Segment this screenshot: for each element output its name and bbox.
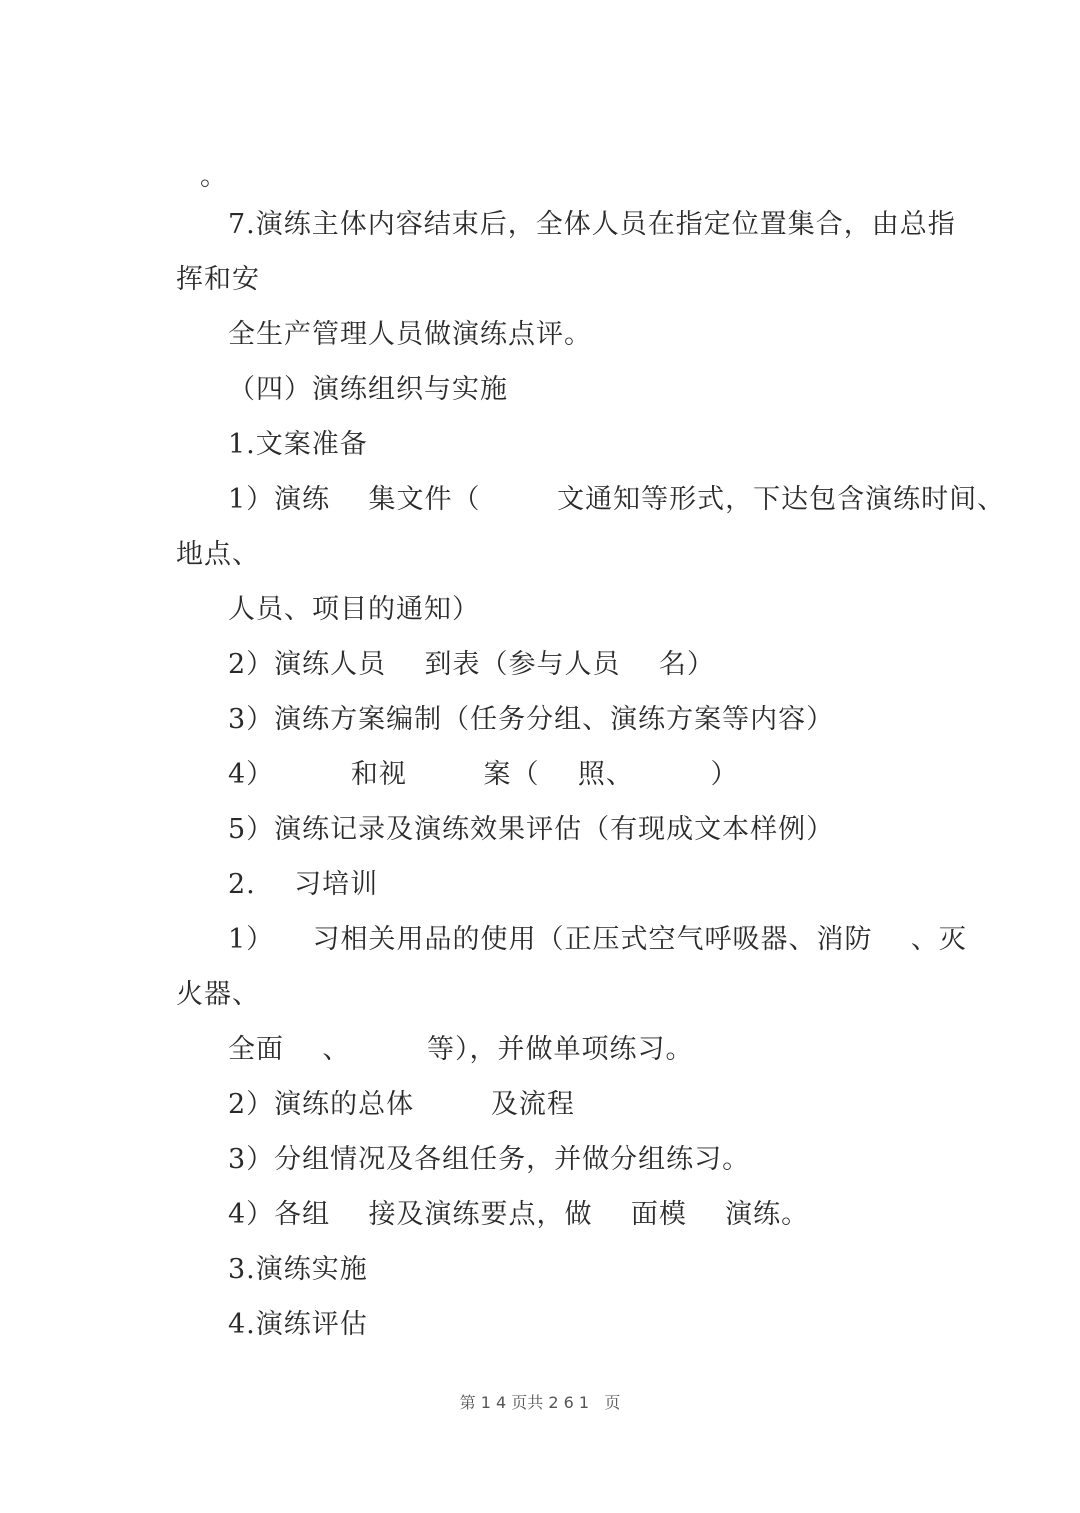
- text-line: 7.演练主体内容结束后，全体人员在指定位置集合，由总指: [228, 209, 956, 240]
- text-line: 2）演练的总体 及流程: [228, 1089, 575, 1120]
- text-line: 全面 、 等），并做单项练习。: [228, 1034, 694, 1065]
- text-line: 2. 习培训: [228, 869, 379, 900]
- text-line: 。: [200, 161, 228, 192]
- text-line: 1）演练 集文件（ 文通知等形式，下达包含演练时间、: [228, 484, 1006, 515]
- text-line: 5）演练记录及演练效果评估（有现成文本样例）: [228, 814, 835, 845]
- text-line: 人员、项目的通知）: [228, 594, 480, 625]
- text-line: 挥和安: [176, 264, 260, 295]
- text-line: 火器、: [176, 979, 260, 1010]
- text-line: 1.文案准备: [228, 429, 368, 460]
- text-line: 1） 习相关用品的使用（正压式空气呼吸器、消防 、灭: [228, 924, 967, 955]
- section-heading: （四）演练组织与实施: [228, 374, 508, 405]
- text-line: 2）演练人员 到表（参与人员 名）: [228, 649, 715, 680]
- text-line: 全生产管理人员做演练点评。: [228, 319, 592, 350]
- page-footer: 第 1 4 页共 2 6 1 页: [459, 1393, 621, 1412]
- text-line: 4.演练评估: [228, 1309, 368, 1340]
- text-line: 3.演练实施: [228, 1254, 368, 1285]
- text-line: 3）演练方案编制（任务分组、演练方案等内容）: [228, 704, 835, 735]
- text-line: 3）分组情况及各组任务，并做分组练习。: [228, 1144, 751, 1175]
- text-line: 4） 和视 案（ 照、 ）: [228, 759, 739, 790]
- text-line: 地点、: [176, 539, 260, 570]
- text-line: 4）各组 接及演练要点，做 面模 演练。: [228, 1199, 810, 1230]
